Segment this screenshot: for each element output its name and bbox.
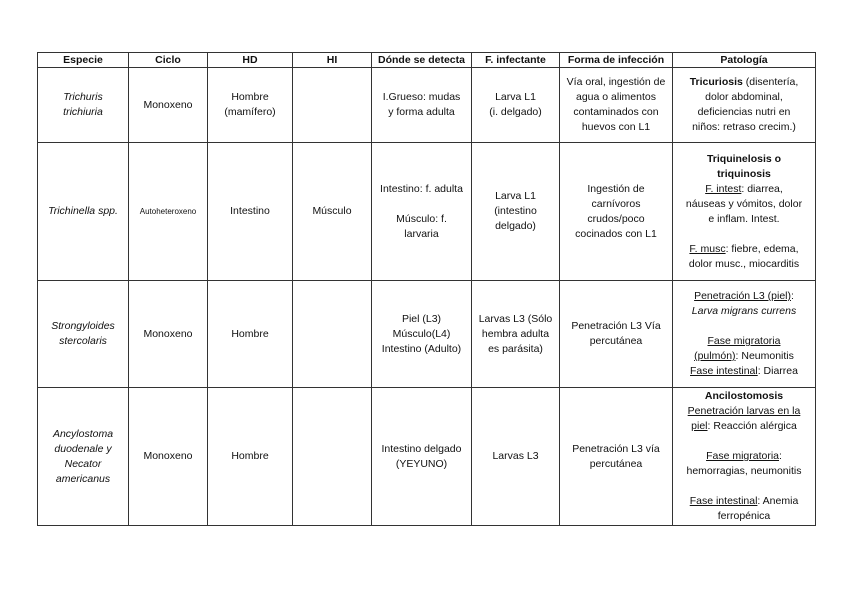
cell-forma: Ingestión de carnívoros crudos/poco cocinados con L1 [560,143,673,281]
cell-patologia: Triquinelosis o triquinosis F. intest: diarrea, náuseas y vómitos, dolor e inflam. Intest. F. musc: fiebre, edema, dolor musc., miocarditis [673,143,816,281]
cell-donde: Intestino: f. adulta Músculo: f. larvaria [372,143,472,281]
cell-hd: Hombre (mamífero) [208,68,293,143]
header-hi: HI [293,53,372,68]
cell-donde: I.Grueso: mudas y forma adulta [372,68,472,143]
table-row [38,68,816,143]
cell-f-infectante: Larva L1 (i. delgado) [472,68,560,143]
cell-especie: Ancylostoma duodenale y Necator americanus [38,388,129,526]
cell-ciclo: Monoxeno [129,68,208,143]
cell-ciclo: Monoxeno [129,281,208,388]
cell-donde: Piel (L3) Músculo(L4) Intestino (Adulto) [372,281,472,388]
header-donde: Dónde se detecta [372,53,472,68]
cell-f-infectante: Larva L1 (intestino delgado) [472,143,560,281]
cell-donde: Intestino delgado (YEYUNO) [372,388,472,526]
cell-f-infectante: Larvas L3 (Sólo hembra adulta es parásita) [472,281,560,388]
header-forma-infeccion: Forma de infección [560,53,673,68]
header-patologia: Patología [673,53,816,68]
cell-hi [293,388,372,526]
table-row [38,281,816,388]
cell-hd: Hombre [208,388,293,526]
cell-especie: Trichuris trichiuria [38,68,129,143]
cell-ciclo: Autoheteroxeno [129,143,208,281]
cell-hd: Hombre [208,281,293,388]
cell-patologia: Ancilostomosis Penetración larvas en la piel: Reacción alérgica Fase migratoria: hemorragias, neumonitis Fase intestinal: Anemia ferropénica [673,388,816,526]
cell-especie: Strongyloides stercolaris [38,281,129,388]
header-ciclo: Ciclo [129,53,208,68]
cell-hd: Intestino [208,143,293,281]
cell-forma: Penetración L3 vía percutánea [560,388,673,526]
cell-hi [293,281,372,388]
cell-forma: Vía oral, ingestión de agua o alimentos contaminados con huevos con L1 [560,68,673,143]
header-f-infectante: F. infectante [472,53,560,68]
header-hd: HD [208,53,293,68]
table-row [38,388,816,526]
cell-hi [293,68,372,143]
cell-especie: Trichinella spp. [38,143,129,281]
cell-f-infectante: Larvas L3 [472,388,560,526]
cell-patologia: Penetración L3 (piel): Larva migrans currens Fase migratoria (pulmón): Neumonitis Fase intestinal: Diarrea [673,281,816,388]
table-row [38,143,816,281]
cell-forma: Penetración L3 Vía percutánea [560,281,673,388]
header-especie: Especie [38,53,129,68]
nematodes-table [37,52,816,526]
cell-hi: Músculo [293,143,372,281]
cell-patologia: Tricuriosis (disentería, dolor abdominal, deficiencias nutri en niños: retraso crecim.) [673,68,816,143]
cell-ciclo: Monoxeno [129,388,208,526]
table-header-row [38,53,816,68]
